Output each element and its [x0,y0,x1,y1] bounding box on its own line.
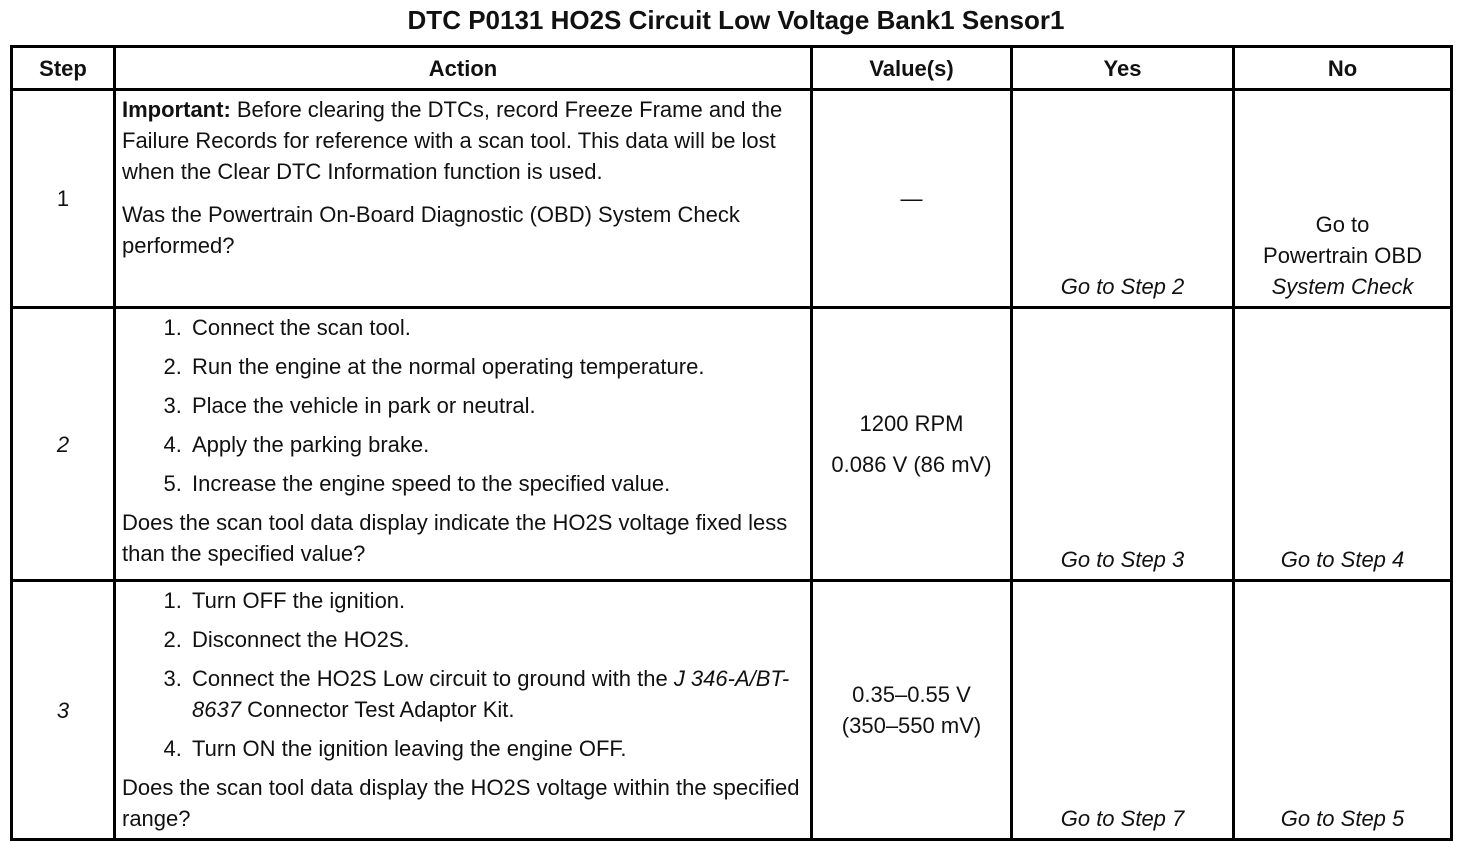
table-row [12,90,1452,308]
column-header-yes: Yes [1012,47,1234,90]
column-header-no: No [1234,47,1452,90]
yes-cell [1012,90,1234,308]
procedure-item: 4. Turn ON the ignition leaving the engine OFF. [188,733,804,764]
action-cell [115,581,812,840]
procedure-list [122,585,804,764]
column-header-action: Action [115,47,812,90]
step-number: 1 [12,90,115,308]
procedure-item: 1. Connect the scan tool. [188,312,804,343]
value-line: 0.086 V (86 mV) [831,452,992,477]
procedure-item: 1. Turn OFF the ignition. [188,585,804,616]
yes-cell [1012,308,1234,581]
important-note [122,94,804,187]
value-line: 1200 RPM [859,411,964,436]
column-header-step: Step [12,47,115,90]
yes-cell [1012,581,1234,840]
procedure-item: 2. Disconnect the HO2S. [188,624,804,655]
procedure-item-tail: Connector Test Adaptor Kit. [240,697,515,722]
table-row [12,308,1452,581]
no-cell [1234,90,1452,308]
value-cell [812,308,1012,581]
important-label: Important: [122,97,231,122]
procedure-item-text: Connect the HO2S Low circuit to ground with the [192,666,674,691]
no-cell [1234,308,1452,581]
value-cell [812,90,1012,308]
diagnostic-table [10,45,1453,841]
important-text: Before clearing the DTCs, record Freeze Frame and the Failure Records for reference with a scan tool. This data will be lost when the Clear DTC Information function is used. [122,97,783,184]
table-row [12,581,1452,840]
table-header-row [12,47,1452,90]
procedure-list [122,312,804,499]
yes-goto-link[interactable]: Go to Step 3 [1060,547,1185,572]
no-goto-prefix: Go to [1315,212,1370,237]
no-goto-target-sub[interactable]: System Check [1271,274,1414,299]
column-header-values: Value(s) [812,47,1012,90]
procedure-item: 5. Increase the engine speed to the specified value. [188,468,804,499]
action-cell [115,90,812,308]
action-cell [115,308,812,581]
value-cell [812,581,1012,840]
procedure-item [188,663,804,725]
value-line: (350–550 mV) [841,713,982,738]
no-goto-link[interactable]: Go to Step 4 [1280,547,1405,572]
procedure-item: 4. Apply the parking brake. [188,429,804,460]
value-dash: — [900,186,923,211]
procedure-item: 3. Place the vehicle in park or neutral. [188,390,804,421]
action-question: Does the scan tool data display indicate the HO2S voltage fixed less than the specified value? [122,510,788,566]
step-number: 2 [12,308,115,581]
procedure-item: 2. Run the engine at the normal operating temperature. [188,351,804,382]
no-goto-target[interactable]: Powertrain OBD [1263,243,1422,268]
action-question: Does the scan tool data display the HO2S voltage within the specified range? [122,775,800,831]
yes-goto-link[interactable]: Go to Step 7 [1060,806,1185,831]
no-goto-link[interactable]: Go to Step 5 [1280,806,1405,831]
page-title: DTC P0131 HO2S Circuit Low Voltage Bank1 Sensor1 [407,5,1065,35]
value-line: 0.35–0.55 V [852,682,971,707]
yes-goto-link[interactable]: Go to Step 2 [1060,274,1185,299]
step-number: 3 [12,581,115,840]
tool-reference: J 346-A/BT-8637 [192,666,790,722]
no-cell [1234,581,1452,840]
action-question: Was the Powertrain On-Board Diagnostic (OBD) System Check performed? [122,202,740,258]
